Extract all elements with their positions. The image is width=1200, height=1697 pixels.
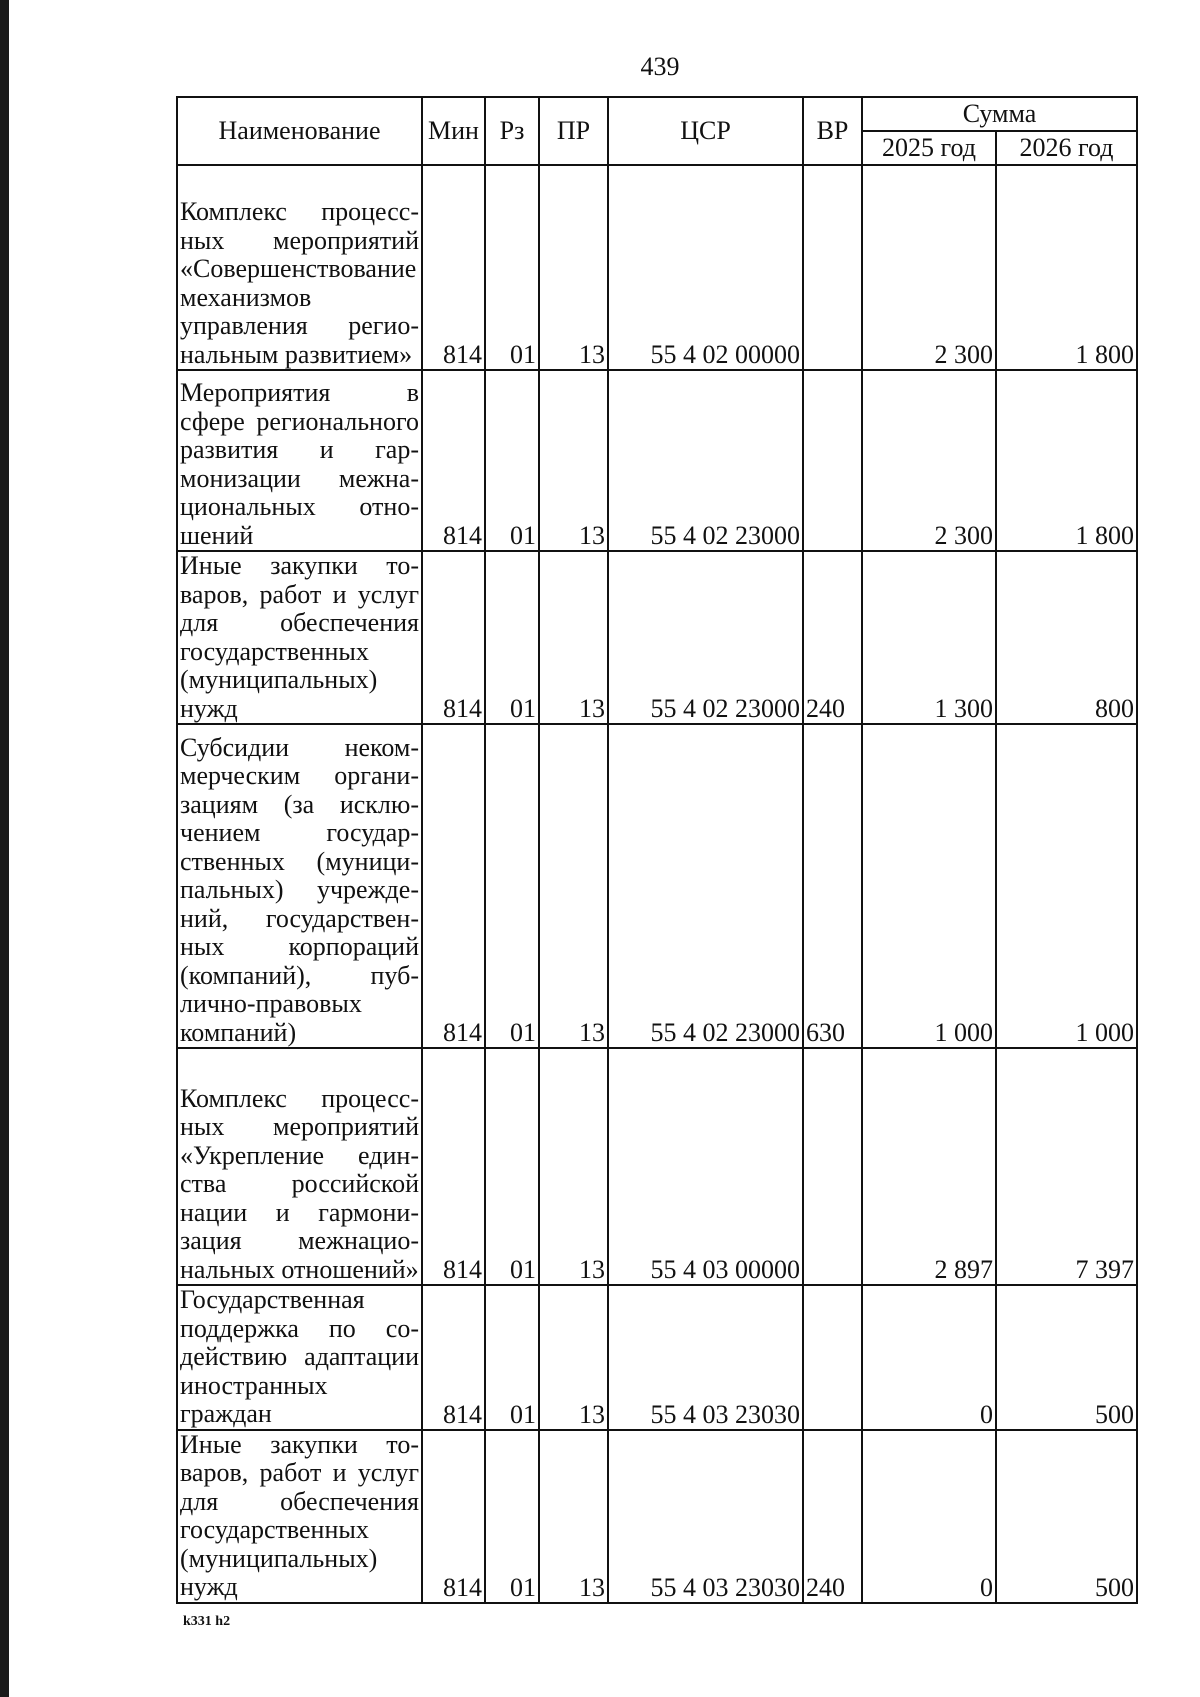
footer-code: k331 h2: [183, 1614, 231, 1629]
row-rz: 01: [485, 165, 539, 370]
row-pr: 13: [539, 370, 608, 551]
header-name: Наименование: [177, 97, 422, 165]
row-sum-2025: 1 000: [862, 724, 996, 1048]
row-min: 814: [422, 1430, 485, 1603]
header-sum: Сумма: [862, 97, 1137, 131]
row-name: Иные закупки товаров, работ и услуг для обеспечения государственных (муниципальных) нужд: [177, 1430, 422, 1603]
row-name: Комплекс процессных мероприятий «Укрепление единства российской нации и гармонизация межнациональных отношений»: [177, 1048, 422, 1285]
row-sum-2025: 2 300: [862, 165, 996, 370]
row-min: 814: [422, 165, 485, 370]
row-csr: 55 4 02 23000: [608, 724, 803, 1048]
row-csr: 55 4 02 23000: [608, 370, 803, 551]
table-row: [177, 165, 1137, 370]
row-sum-2026: 500: [996, 1430, 1137, 1603]
row-name: Комплекс процессных мероприятий «Совершенствование механизмов управления региональным развитием»: [177, 165, 422, 370]
row-min: 814: [422, 1285, 485, 1430]
row-min: 814: [422, 370, 485, 551]
row-rz: 01: [485, 1430, 539, 1603]
header-csr: ЦСР: [608, 97, 803, 165]
page-number: 439: [640, 52, 680, 81]
budget-table: [176, 96, 1138, 1604]
row-sum-2026: 800: [996, 551, 1137, 724]
row-min: 814: [422, 551, 485, 724]
row-sum-2026: 1 800: [996, 165, 1137, 370]
header-min: Мин: [422, 97, 485, 165]
row-pr: 13: [539, 551, 608, 724]
table-row: [177, 1048, 1137, 1285]
row-csr: 55 4 03 23030: [608, 1430, 803, 1603]
row-vr: 630: [803, 724, 862, 1048]
row-pr: 13: [539, 1430, 608, 1603]
row-csr: 55 4 03 23030: [608, 1285, 803, 1430]
row-name: Мероприятия в сфере регионального развития и гармонизации межнациональных отношений: [177, 370, 422, 551]
table-row: [177, 1285, 1137, 1430]
row-rz: 01: [485, 370, 539, 551]
row-sum-2026: 500: [996, 1285, 1137, 1430]
row-pr: 13: [539, 724, 608, 1048]
row-sum-2025: 2 897: [862, 1048, 996, 1285]
row-rz: 01: [485, 724, 539, 1048]
header-year-2025: 2025 год: [862, 131, 996, 165]
row-rz: 01: [485, 1285, 539, 1430]
row-min: 814: [422, 1048, 485, 1285]
table-body: [177, 165, 1137, 1603]
row-sum-2026: 1 000: [996, 724, 1137, 1048]
header-vr: ВР: [803, 97, 862, 165]
row-name: Государственная поддержка по содействию адаптации иностранных граждан: [177, 1285, 422, 1430]
row-vr: 240: [803, 1430, 862, 1603]
header-pr: ПР: [539, 97, 608, 165]
row-vr: [803, 1285, 862, 1430]
row-vr: 240: [803, 551, 862, 724]
table-row: [177, 1430, 1137, 1603]
row-rz: 01: [485, 551, 539, 724]
row-csr: 55 4 03 00000: [608, 1048, 803, 1285]
row-csr: 55 4 02 23000: [608, 551, 803, 724]
table-row: [177, 724, 1137, 1048]
table-row: [177, 551, 1137, 724]
row-name: Иные закупки товаров, работ и услуг для обеспечения государственных (муниципальных) нужд: [177, 551, 422, 724]
row-sum-2025: 1 300: [862, 551, 996, 724]
row-rz: 01: [485, 1048, 539, 1285]
row-vr: [803, 1048, 862, 1285]
scan-edge: [0, 0, 9, 1697]
row-sum-2026: 1 800: [996, 370, 1137, 551]
row-sum-2025: 0: [862, 1430, 996, 1603]
row-vr: [803, 370, 862, 551]
table-row: [177, 370, 1137, 551]
header-rz: Рз: [485, 97, 539, 165]
row-pr: 13: [539, 165, 608, 370]
row-min: 814: [422, 724, 485, 1048]
row-sum-2025: 2 300: [862, 370, 996, 551]
header-year-2026: 2026 год: [996, 131, 1137, 165]
row-sum-2025: 0: [862, 1285, 996, 1430]
row-sum-2026: 7 397: [996, 1048, 1137, 1285]
row-name: Субсидии некоммерческим организациям (за исключением государственных (муниципальных) учреждений, государственных корпораций (компаний), публично-правовых компаний): [177, 724, 422, 1048]
row-pr: 13: [539, 1048, 608, 1285]
row-vr: [803, 165, 862, 370]
row-pr: 13: [539, 1285, 608, 1430]
row-csr: 55 4 02 00000: [608, 165, 803, 370]
